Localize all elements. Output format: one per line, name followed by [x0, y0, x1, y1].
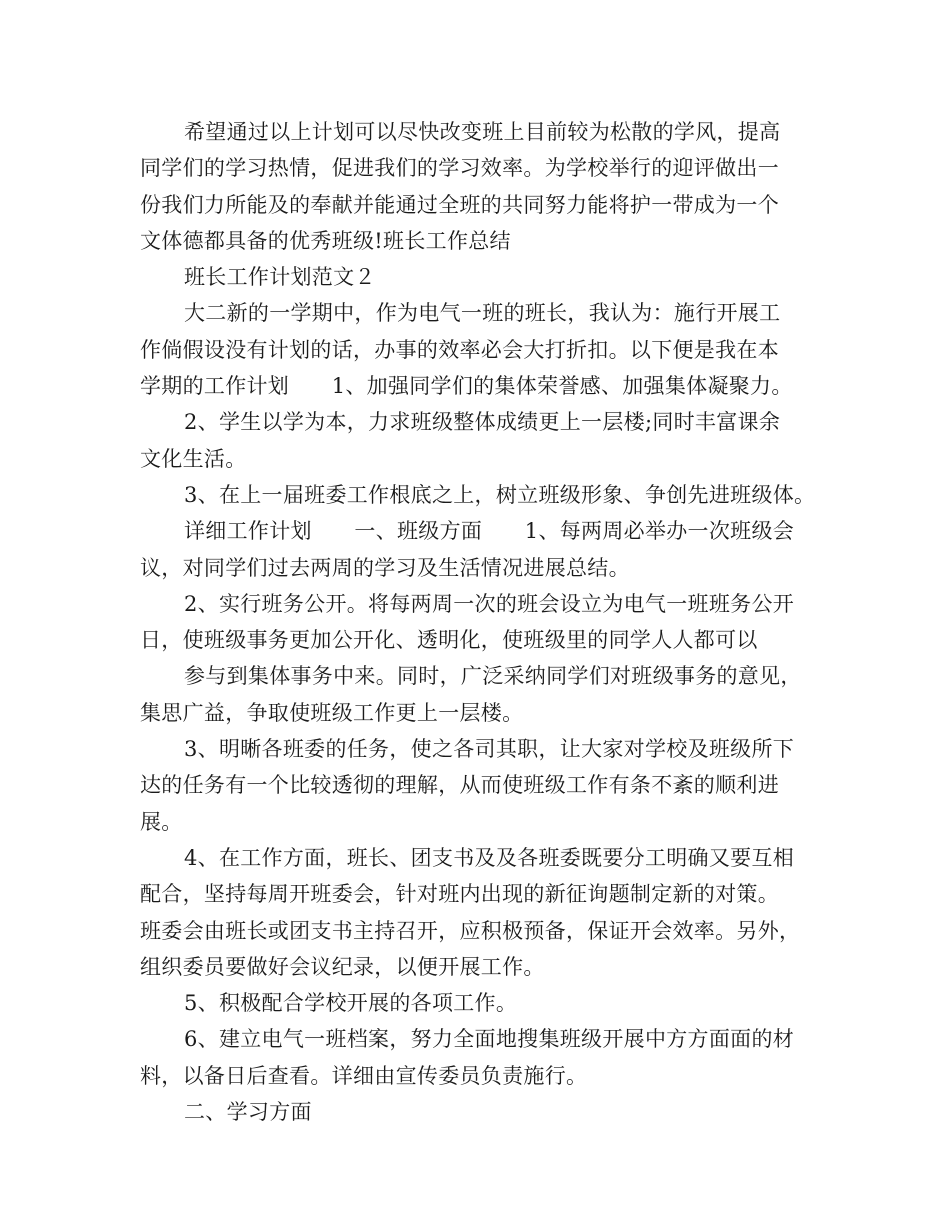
text-line: 3、在上一届班委工作根底之上，树立班级形象、争创先进班级体。 [184, 482, 816, 507]
text-line: 组织委员要做好会议纪录，以便开展工作。 [140, 954, 545, 979]
text-line: 份我们力所能及的奉献并能通过全班的共同努力能将护一带成为一个 [140, 192, 779, 217]
document-body [140, 114, 820, 1130]
text-line: 6、建立电气一班档案，努力全面地搜集班级开展中方方面面的材 [184, 1027, 795, 1052]
text-line: 3、明晰各班委的任务，使之各司其职，让大家对学校及班级所下 [184, 737, 795, 762]
text-line: 学期的工作计划 1、加强同学们的集体荣誉感、加强集体凝聚力。 [140, 374, 793, 399]
text-line: 希望通过以上计划可以尽快改变班上目前较为松散的学风，提高 [184, 120, 781, 144]
text-line: 议，对同学们过去两周的学习及生活情况进展总结。 [140, 555, 630, 580]
text-line: 文化生活。 [140, 446, 247, 471]
text-line: 日，使班级事务更加公开化、透明化，使班级里的同学人人都可以 [140, 628, 758, 653]
text-line: 展。 [140, 809, 183, 834]
text-line: 作倘假设没有计划的话，办事的效率必会大打折扣。以下便是我在本 [140, 337, 779, 362]
text-line: 5、积极配合学校开展的各项工作。 [184, 991, 518, 1016]
text-line: 集思广益，争取使班级工作更上一层楼。 [140, 700, 524, 725]
text-line: 2、实行班务公开。将每两周一次的班会设立为电气一班班务公开 [184, 591, 795, 616]
text-line: 料，以备日后查看。详细由宣传委员负责施行。 [140, 1063, 588, 1088]
text-line: 大二新的一学期中，作为电气一班的班长，我认为：施行开展工 [184, 301, 781, 326]
text-line: 详细工作计划 一、班级方面 1、每两周必举办一次班级会 [184, 519, 795, 544]
text-line: 4、在工作方面，班长、团支书及及各班委既要分工明确又要互相 [184, 845, 795, 870]
text-line: 达的任务有一个比较透彻的理解，从而使班级工作有条不紊的顺利进 [140, 773, 779, 798]
section-heading: 二、学习方面 [184, 1100, 312, 1125]
text-line: 文体德都具备的优秀班级!班长工作总结 [140, 228, 511, 253]
section-heading: 班长工作计划范文２ [184, 265, 376, 290]
text-line: 2、学生以学为本，力求班级整体成绩更上一层楼;同时丰富课余 [184, 410, 781, 435]
text-line: 参与到集体事务中来。同时，广泛采纳同学们对班级事务的意见， [184, 664, 802, 689]
text-line: 配合，坚持每周开班委会，针对班内出现的新征询题制定新的对策。 [140, 882, 779, 907]
text-line: 班委会由班长或团支书主持召开，应积极预备，保证开会效率。另外， [140, 918, 801, 943]
text-line: 同学们的学习热情，促进我们的学习效率。为学校举行的迎评做出一 [140, 156, 779, 181]
